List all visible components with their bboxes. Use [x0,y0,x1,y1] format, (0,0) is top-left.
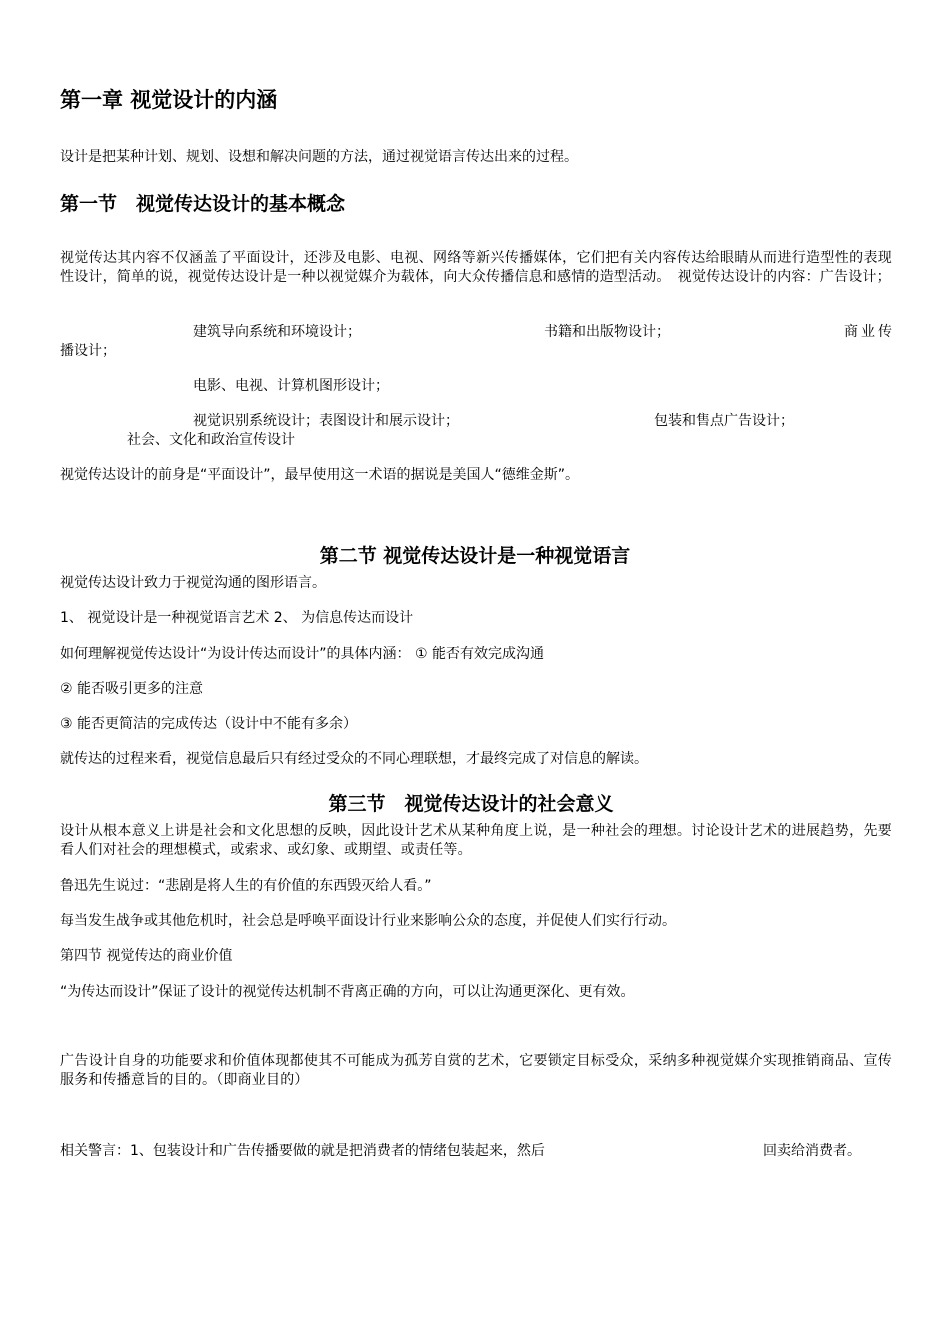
chapter-title: 第一章 视觉设计的内涵 [60,88,278,112]
section3-paragraph: 设计从根本意义上讲是社会和文化思想的反映，因此设计艺术从某种角度上说，是一种社会的理想。讨论设计艺术的进展趋势，先要看人们对社会的理想模式，或索求、或幻象、或期望、或责任等。 [60,823,892,858]
motto-part1: 相关警言：1、包装设计和广告传播要做的就是把消费者的情绪包装起来，然后 [60,1143,545,1159]
item-media: 电影、电视、计算机图形设计； [193,378,389,394]
item-social: 社会、文化和政治宣传设计 [127,432,295,448]
item-commerce-part2: 播设计； [60,343,116,359]
section2-line4: ② 能否吸引更多的注意 [60,681,204,697]
section2-line2: 1、 视觉设计是一种视觉语言艺术 2、 为信息传达而设计 [60,610,414,626]
section2-line5: ③ 能否更简洁的完成传达（设计中不能有多余） [60,716,357,732]
item-commerce-part1: 商业传 [844,324,895,340]
item-books: 书籍和出版物设计； [544,324,670,340]
lu-xun-quote: 鲁迅先生说过：“悲剧是将人生的有价值的东西毁灭给人看。” [60,878,432,894]
section4-line1: “为传达而设计”保证了设计的视觉传达机制不背离正确的方向，可以让沟通更深化、更有效。 [60,984,635,1000]
motto-part2: 回卖给消费者。 [763,1143,861,1159]
section4-title: 第四节 视觉传达的商业价值 [60,948,233,964]
item-packaging: 包装和售点广告设计； [654,413,794,429]
chapter-intro: 设计是把某种计划、规划、设想和解决问题的方法，通过视觉语言传达出来的过程。 [60,149,578,165]
section2-line3: 如何理解视觉传达设计“为设计传达而设计”的具体内涵： ① 能否有效完成沟通 [60,646,544,662]
section2-line1: 视觉传达设计致力于视觉沟通的图形语言。 [60,575,326,591]
section3-title: 第三节 视觉传达设计的社会意义 [328,793,614,815]
section4-paragraph: 广告设计自身的功能要求和价值体现都使其不可能成为孤芳自赏的艺术，它要锁定目标受众，采纳多种视觉媒介实现推销商品、宣传服务和传播意旨的目的。（即商业目的） [60,1053,892,1088]
item-visual-identity: 视觉识别系统设计；表图设计和展示设计； [193,413,459,429]
item-architecture: 建筑导向系统和环境设计； [193,324,361,340]
section1-paragraph: 视觉传达其内容不仅涵盖了平面设计，还涉及电影、电视、网络等新兴传播媒体，它们把有关内容传达给眼睛从而进行造型性的表现性设计，简单的说，视觉传达设计是一种以视觉媒介为载体，向大众传播信息和感情的造型活动。 视觉传达设计的内容：广告设计； [60,250,892,285]
section3-line3: 每当发生战争或其他危机时，社会总是呼唤平面设计行业来影响公众的态度，并促使人们实行行动。 [60,913,676,929]
section2-title: 第二节 视觉传达设计是一种视觉语言 [319,545,631,567]
section1-title: 第一节 视觉传达设计的基本概念 [60,193,346,215]
section2-line6: 就传达的过程来看，视觉信息最后只有经过受众的不同心理联想，才最终完成了对信息的解读。 [60,751,648,767]
origin-text: 视觉传达设计的前身是“平面设计”，最早使用这一术语的据说是美国人“德维金斯”。 [60,467,580,483]
